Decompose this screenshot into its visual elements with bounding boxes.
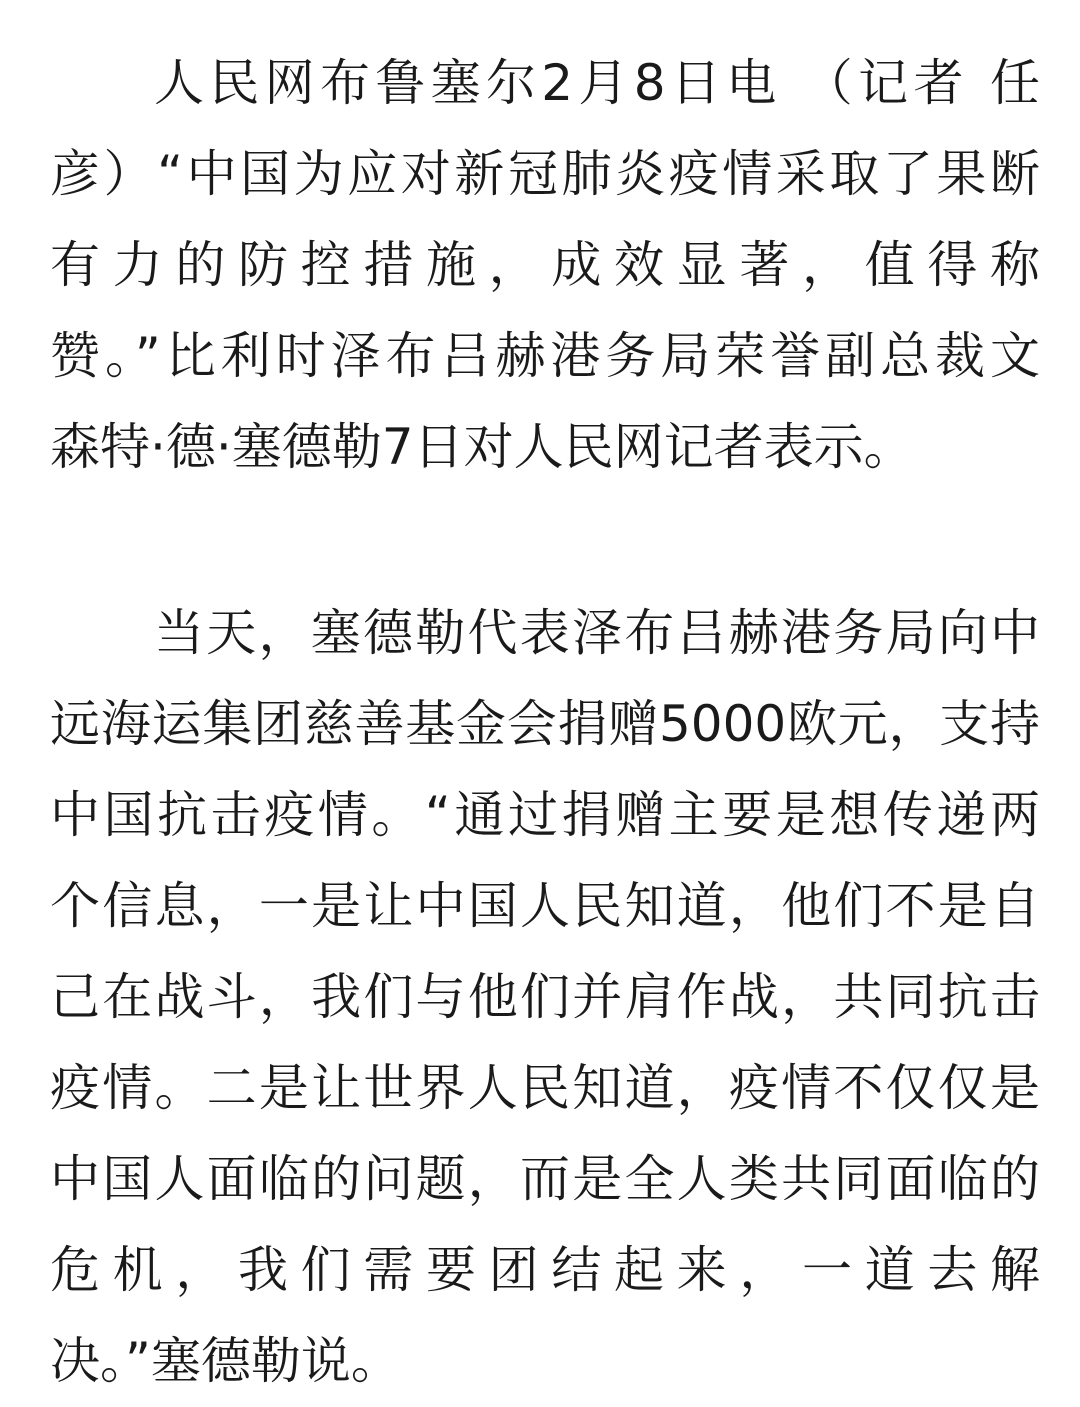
paragraph-2 (50, 588, 1040, 1407)
paragraph-line: 有力的防控措施，成效显著，值得称 (50, 236, 1040, 294)
paragraph-line: 中国人面临的问题，而是全人类共同面临的 (50, 1150, 1040, 1208)
paragraph-line: 人民网布鲁塞尔2月8日电 （记者 任 (154, 54, 1040, 112)
article-body (50, 38, 1040, 1407)
paragraph-line: 个信息，一是让中国人民知道，他们不是自 (50, 877, 1040, 935)
paragraph-line: 远海运集团慈善基金会捐赠5000欧元，支持 (50, 695, 1040, 753)
paragraph-line: 己在战斗，我们与他们并肩作战，共同抗击 (50, 968, 1040, 1026)
paragraph-line: 森特·德·塞德勒7日对人民网记者表示。 (50, 418, 914, 476)
paragraph-line: 疫情。二是让世界人民知道，疫情不仅仅是 (50, 1059, 1040, 1117)
paragraph-line: 中国抗击疫情。“通过捐赠主要是想传递两 (50, 786, 1040, 844)
paragraph-line: 危机，我们需要团结起来，一道去解 (50, 1241, 1040, 1299)
paragraph-line: 赞。”比利时泽布吕赫港务局荣誉副总裁文 (50, 327, 1040, 385)
paragraph-1 (50, 38, 1040, 493)
paragraph-line: 当天，塞德勒代表泽布吕赫港务局向中 (154, 604, 1040, 662)
paragraph-spacer (50, 493, 1040, 588)
paragraph-line: 彦）“中国为应对新冠肺炎疫情采取了果断 (50, 145, 1040, 203)
paragraph-line: 决。”塞德勒说。 (50, 1332, 401, 1390)
